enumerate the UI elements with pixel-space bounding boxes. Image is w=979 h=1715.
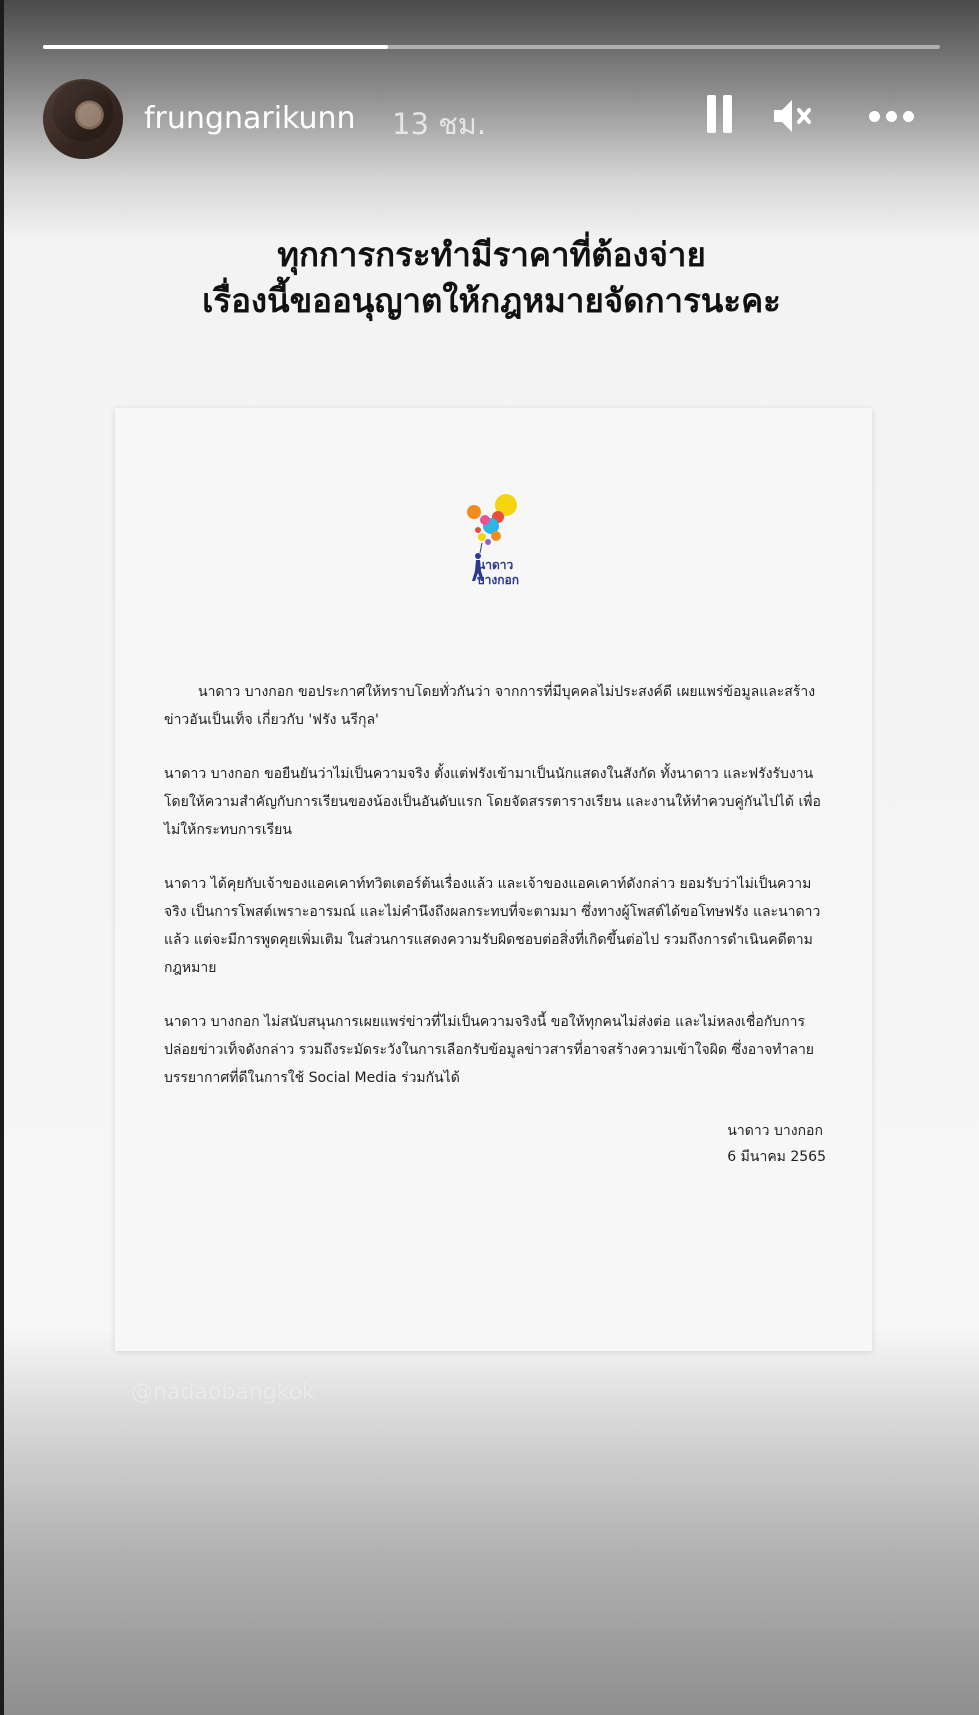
username[interactable]: frungnarikunn [144, 101, 356, 136]
pause-icon[interactable] [705, 95, 735, 137]
letter-paragraph: นาดาว บางกอก ไม่สนับสนุนการเผยแพร่ข่าวที่ไม่เป็นความจริงนี้ ขอให้ทุกคนไม่ส่งต่อ และไม่หลงเชื่อกับการปล่อยข่าวเท็จดังกล่าว รวมถึงระมัดระวังในการเลือกรับข้อมูลข่าวสารที่อาจสร้างความเข้าใจผิด ซึ่งอาจทำลายบรรยากาศที่ดีในการใช้ Social Media ร่วมกันได้ [164, 1014, 815, 1086]
source-watermark: @nadaobangkok [131, 1380, 315, 1405]
signature-name: นาดาว บางกอก [727, 1123, 823, 1139]
letter-paragraph: นาดาว บางกอก ขอประกาศให้ทราบโดยทั่วกันว่า จากการที่มีบุคคลไม่ประสงค์ดี เผยแพร่ข้อมูลและสร้างข่าวอันเป็นเท็จ เกี่ยวกับ 'ฟรัง นรีกุล' [164, 684, 816, 728]
letter-signature [727, 1118, 826, 1170]
signature-date: 6 มีนาคม 2565 [727, 1149, 826, 1165]
headline-line-2: เรื่องนี้ขออนุญาตให้กฎหมายจัดการนะคะ [202, 281, 781, 320]
story-header [43, 79, 940, 161]
story-headline [4, 232, 979, 324]
more-options-icon[interactable] [869, 109, 915, 123]
letter-body [164, 678, 826, 1118]
story-viewer[interactable] [4, 0, 979, 1715]
letter-paragraph: นาดาว บางกอก ขอยืนยันว่าไม่เป็นความจริง ตั้งแต่ฟรังเข้ามาเป็นนักแสดงในสังกัด ทั้งนาดาว และฟรังรับงานโดยให้ความสำคัญกับการเรียนของน้องเป็นอันดับแรก โดยจัดสรรตารางเรียน และงานให้ทำควบคู่กันไปได้ เพื่อไม่ให้กระทบการเรียน [164, 766, 821, 838]
announcement-letter [115, 408, 872, 1351]
story-progress-bar [43, 45, 940, 49]
logo-text [477, 558, 519, 588]
post-time: 13 ชม. [392, 107, 487, 141]
story-progress-fill [43, 45, 388, 49]
headline-line-1: ทุกการกระทำมีราคาที่ต้องจ่าย [277, 235, 706, 274]
avatar[interactable] [43, 79, 123, 159]
logo-text-line-1: นาดาว [477, 558, 514, 572]
letter-paragraph: นาดาว ได้คุยกับเจ้าของแอคเคาท์ทวิตเตอร์ต้นเรื่องแล้ว และเจ้าของแอคเคาท์ดังกล่าว ยอมรับว่าไม่เป็นความจริง เป็นการโพสต์เพราะอารมณ์ และไม่คำนึงถึงผลกระทบที่จะตามมา ซึ่งทางผู้โพสต์ได้ขอโทษฟรัง และนาดาวแล้ว แต่จะมีการพูดคุยเพิ่มเติม ในส่วนการแสดงความรับผิดชอบต่อสิ่งที่เกิดขึ้นต่อไป รวมถึงการดำเนินคดีตามกฎหมาย [164, 876, 821, 976]
logo-text-line-2: บางกอก [477, 573, 519, 587]
speaker-muted-icon[interactable] [772, 97, 816, 135]
